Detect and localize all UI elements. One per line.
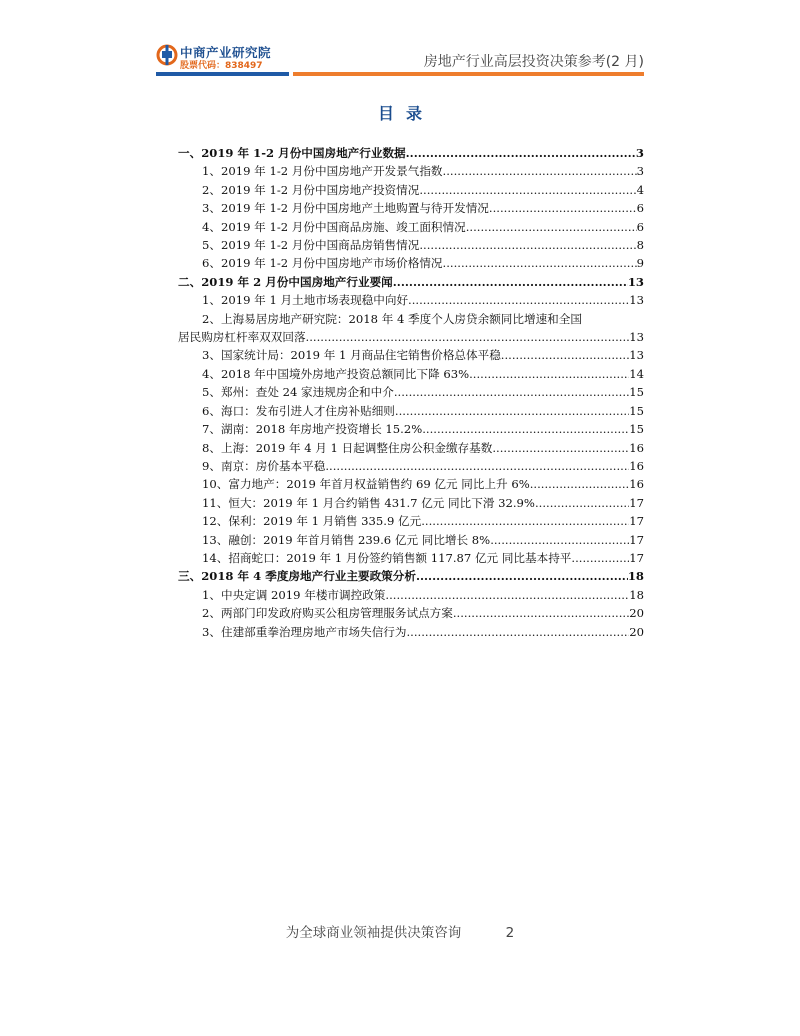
toc-entry-label: 11、恒大：2019 年 1 月合约销售 431.7 亿元 同比下滑 32.9% — [202, 495, 535, 510]
toc-leader-dots — [394, 383, 629, 401]
toc-entry-page: 8 — [636, 238, 644, 253]
toc-leader-dots — [466, 218, 637, 236]
toc-subsection-entry[interactable] — [178, 549, 644, 567]
toc-entry-label: 1、中央定调 2019 年楼市调控政策 — [202, 587, 386, 602]
toc-leader-dots — [406, 144, 636, 162]
toc-leader-dots — [395, 402, 629, 420]
page-footer — [0, 921, 800, 941]
toc-entry-page: 3 — [636, 164, 644, 179]
toc-entry-label: 13、融创：2019 年首月销售 239.6 亿元 同比增长 8% — [202, 532, 491, 547]
toc-subsection-entry[interactable] — [178, 604, 644, 622]
toc-entry-label: 三、2018 年 4 季度房地产行业主要政策分析 — [178, 569, 416, 584]
toc-subsection-entry[interactable] — [178, 420, 644, 438]
toc-entry-page: 6 — [636, 219, 644, 234]
toc-entry-page: 18 — [627, 569, 644, 584]
toc-entry-label: 2、上海易居房地产研究院：2018 年 4 季度个人房贷余额同比增速和全国 — [202, 311, 582, 326]
header-rule-blue — [156, 72, 289, 76]
toc-leader-dots — [535, 494, 629, 512]
report-title: 房地产行业高层投资决策参考(2 月) — [423, 54, 644, 70]
toc-entry-label: 8、上海：2019 年 4 月 1 日起调整住房公积金缴存基数 — [202, 440, 493, 455]
toc-subsection-entry[interactable] — [178, 162, 644, 180]
toc-subsection-entry[interactable] — [178, 365, 644, 383]
toc-entry-page: 16 — [629, 458, 644, 473]
toc-section-entry[interactable] — [178, 567, 644, 585]
toc-leader-dots — [501, 346, 629, 364]
toc-leader-dots — [393, 273, 628, 291]
toc-entry-page: 17 — [629, 514, 644, 529]
company-logo-icon — [156, 44, 178, 66]
toc-subsection-entry[interactable] — [178, 291, 644, 309]
toc-entry-page: 13 — [629, 293, 644, 308]
toc-entry-label: 3、国家统计局：2019 年 1 月商品住宅销售价格总体平稳 — [202, 348, 501, 363]
toc-entry-label: 1、2019 年 1 月土地市场表现稳中向好 — [202, 293, 409, 308]
toc-subsection-entry[interactable] — [178, 531, 644, 549]
toc-subsection-entry[interactable] — [178, 402, 644, 420]
toc-subsection-entry[interactable] — [178, 199, 644, 217]
toc-entry-label: 14、招商蛇口：2019 年 1 月份签约销售额 117.87 亿元 同比基本持平 — [202, 550, 572, 565]
toc-subsection-entry[interactable] — [178, 254, 644, 272]
toc-heading: 目录 — [377, 104, 434, 123]
toc-entry-page: 9 — [636, 256, 644, 271]
toc-leader-dots — [453, 604, 629, 622]
toc-leader-dots — [406, 623, 629, 641]
toc-subsection-entry[interactable] — [178, 181, 644, 199]
page-header — [0, 0, 800, 80]
toc-subsection-entry[interactable] — [178, 586, 644, 604]
toc-leader-dots — [325, 457, 629, 475]
toc-entry-page: 17 — [629, 532, 644, 547]
toc-entry-label: 2、2019 年 1-2 月份中国房地产投资情况 — [202, 182, 420, 197]
page-number: 2 — [505, 925, 515, 941]
toc-subsection-entry[interactable] — [178, 457, 644, 475]
toc-leader-dots — [421, 512, 629, 530]
stock-code: 股票代码：838497 — [180, 61, 263, 71]
toc-subsection-entry[interactable] — [178, 494, 644, 512]
toc-entry-page: 20 — [629, 624, 644, 639]
toc-leader-dots — [416, 567, 628, 585]
toc-subsection-entry[interactable] — [178, 218, 644, 236]
toc-leader-dots — [385, 586, 629, 604]
toc-leader-dots — [443, 162, 637, 180]
toc-entry-label: 5、郑州：查处 24 家违规房企和中介 — [202, 385, 394, 400]
toc-leader-dots — [489, 199, 637, 217]
toc-entry-page: 14 — [629, 366, 644, 381]
toc-entry-label-cont: 居民购房杠杆率双双回落 — [178, 330, 306, 345]
company-name: 中商产业研究院 — [180, 45, 272, 60]
toc-entry-label: 1、2019 年 1-2 月份中国房地产开发景气指数 — [202, 164, 443, 179]
toc-leader-dots — [422, 420, 629, 438]
footer-slogan: 为全球商业领袖提供决策咨询 — [285, 925, 462, 941]
toc-entry-label: 4、2019 年 1-2 月份中国商品房施、竣工面积情况 — [202, 219, 466, 234]
toc-entry-page: 13 — [627, 274, 644, 289]
toc-entry-label: 5、2019 年 1-2 月份中国商品房销售情况 — [202, 238, 420, 253]
toc-entry-label: 6、2019 年 1-2 月份中国房地产市场价格情况 — [202, 256, 443, 271]
toc-leader-dots — [419, 236, 636, 254]
toc-leader-dots — [490, 531, 629, 549]
toc-section-entry[interactable] — [178, 273, 644, 291]
toc-entry-page: 17 — [629, 495, 644, 510]
toc-entry-label: 12、保利：2019 年 1 月销售 335.9 亿元 — [202, 514, 422, 529]
toc-leader-dots — [306, 328, 630, 346]
toc-entry-label: 7、湖南：2018 年房地产投资增长 15.2% — [202, 422, 423, 437]
toc-section-entry[interactable] — [178, 144, 644, 162]
toc-leader-dots — [443, 254, 637, 272]
toc-leader-dots — [419, 181, 636, 199]
toc-entry-label: 3、住建部重拳治理房地产市场失信行为 — [202, 624, 407, 639]
toc-entry-label: 3、2019 年 1-2 月份中国房地产土地购置与待开发情况 — [202, 201, 489, 216]
toc-entry-page: 4 — [636, 182, 644, 197]
toc-entry-label: 9、南京：房价基本平稳 — [202, 458, 326, 473]
toc-entry-page: 15 — [629, 422, 644, 437]
toc-leader-dots — [408, 291, 629, 309]
toc-entry-label: 6、海口：发布引进人才住房补贴细则 — [202, 403, 395, 418]
table-of-contents — [178, 144, 644, 641]
toc-leader-dots — [492, 439, 629, 457]
toc-entry-page: 15 — [629, 385, 644, 400]
header-rule-orange — [293, 72, 644, 76]
toc-subsection-entry[interactable] — [178, 310, 644, 347]
toc-entry-page: 18 — [629, 587, 644, 602]
toc-entry-page: 13 — [629, 330, 644, 345]
toc-entry-page: 16 — [629, 440, 644, 455]
toc-entry-label: 一、2019 年 1-2 月份中国房地产行业数据 — [178, 146, 406, 160]
toc-entry-label: 二、2019 年 2 月份中国房地产行业要闻 — [178, 274, 393, 289]
toc-entry-label: 4、2018 年中国境外房地产投资总额同比下降 63% — [202, 366, 470, 381]
toc-subsection-entry[interactable] — [178, 383, 644, 401]
toc-entry-page: 20 — [629, 606, 644, 621]
toc-subsection-entry[interactable] — [178, 512, 644, 530]
toc-subsection-entry[interactable] — [178, 346, 644, 364]
toc-leader-dots — [530, 475, 630, 493]
toc-subsection-entry[interactable] — [178, 439, 644, 457]
toc-entry-label: 10、富力地产：2019 年首月权益销售约 69 亿元 同比上升 6% — [202, 477, 530, 492]
toc-entry-page: 6 — [636, 201, 644, 216]
toc-entry-page: 13 — [629, 348, 644, 363]
toc-subsection-entry[interactable] — [178, 236, 644, 254]
toc-subsection-entry[interactable] — [178, 475, 644, 493]
toc-entry-page: 3 — [635, 146, 644, 160]
toc-subsection-entry[interactable] — [178, 623, 644, 641]
toc-leader-dots — [571, 549, 629, 567]
toc-leader-dots — [469, 365, 629, 383]
toc-entry-label: 2、两部门印发政府购买公租房管理服务试点方案 — [202, 606, 453, 621]
toc-entry-page: 17 — [629, 550, 644, 565]
toc-entry-page: 16 — [629, 477, 644, 492]
toc-entry-page: 15 — [629, 403, 644, 418]
